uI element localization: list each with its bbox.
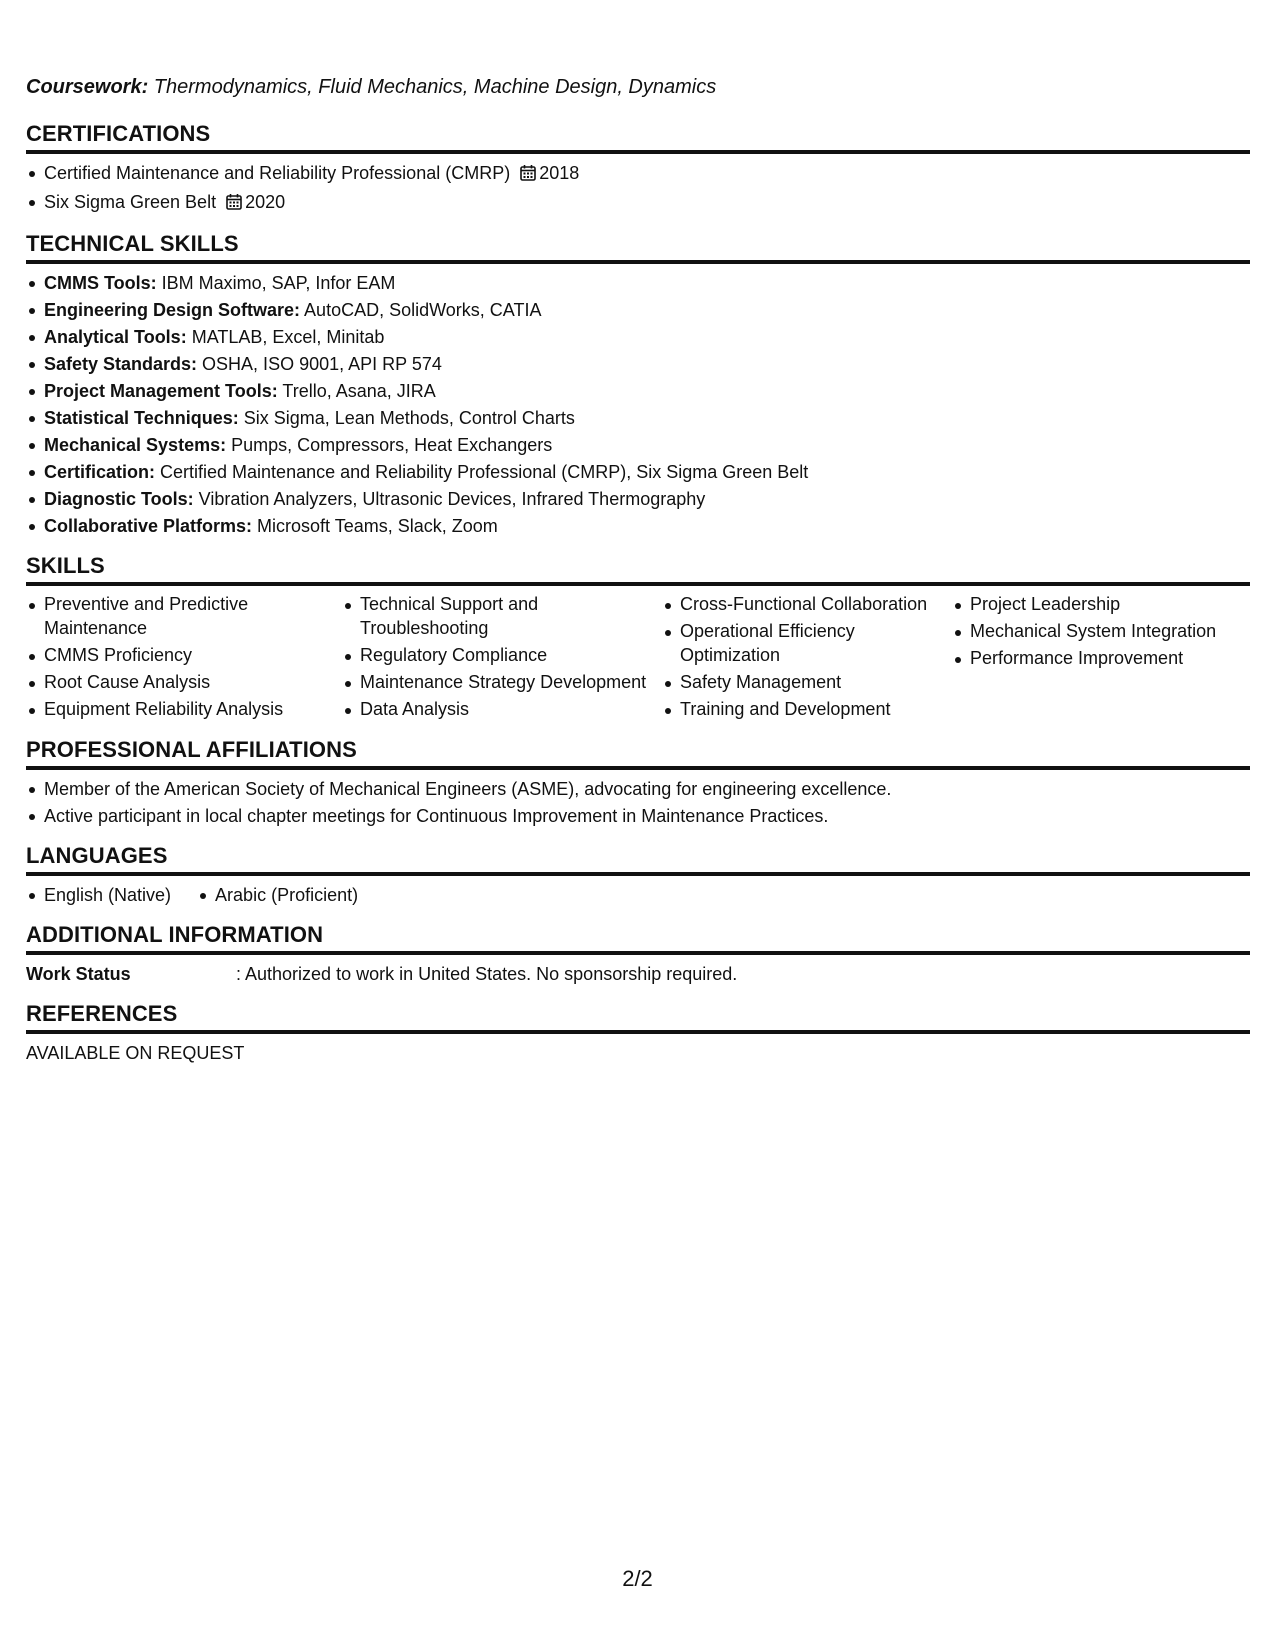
affiliations-list (26, 776, 1250, 830)
resume-page (26, 74, 1250, 1079)
technical-skill-value: Vibration Analyzers, Ultrasonic Devices, Infrared Thermography (193, 489, 706, 509)
affiliations-title: PROFESSIONAL AFFILIATIONS (26, 736, 1250, 770)
technical-skill-item (44, 270, 1250, 297)
work-status-row (26, 961, 1250, 988)
technical-skill-value: MATLAB, Excel, Minitab (186, 327, 385, 347)
skill-item: Root Cause Analysis (44, 670, 342, 694)
additional-info-section (26, 921, 1250, 988)
technical-skill-item (44, 432, 1250, 459)
skill-item: CMMS Proficiency (44, 643, 342, 667)
skill-item: Performance Improvement (970, 646, 1242, 670)
skill-item: Equipment Reliability Analysis (44, 697, 342, 721)
skill-item: Operational Efficiency Optimization (680, 619, 952, 667)
technical-skill-label: Diagnostic Tools: (44, 489, 194, 509)
technical-skills-section (26, 230, 1250, 540)
skill-item: Data Analysis (360, 697, 662, 721)
skill-item: Safety Management (680, 670, 952, 694)
skills-column (952, 592, 1242, 724)
technical-skill-item (44, 378, 1250, 405)
technical-skill-item (44, 405, 1250, 432)
coursework-value: Thermodynamics, Fluid Mechanics, Machine Design, Dynamics (148, 76, 717, 98)
references-text: AVAILABLE ON REQUEST (26, 1043, 245, 1063)
technical-skill-value: Microsoft Teams, Slack, Zoom (252, 516, 498, 536)
technical-skill-item (44, 297, 1250, 324)
technical-skill-value: OSHA, ISO 9001, API RP 574 (197, 354, 442, 374)
technical-skill-value: IBM Maximo, SAP, Infor EAM (156, 273, 396, 293)
skill-item: Cross-Functional Collaboration (680, 592, 952, 616)
technical-skill-label: Project Management Tools: (44, 381, 278, 401)
skill-item: Preventive and Predictive Maintenance (44, 592, 342, 640)
references-section (26, 1000, 1250, 1067)
technical-skills-list (26, 270, 1250, 540)
language-item: Arabic (Proficient) (215, 882, 358, 909)
skill-item: Training and Development (680, 697, 952, 721)
skills-column (26, 592, 342, 724)
languages-list (26, 882, 1250, 909)
certification-item (44, 160, 1250, 189)
skills-title: SKILLS (26, 552, 1250, 586)
certifications-title: CERTIFICATIONS (26, 120, 1250, 154)
technical-skill-item (44, 351, 1250, 378)
certification-year: 2020 (245, 192, 286, 212)
affiliation-item: Member of the American Society of Mechanical Engineers (ASME), advocating for engineering excellence. (44, 776, 1250, 803)
affiliation-item: Active participant in local chapter meetings for Continuous Improvement in Maintenance Practices. (44, 803, 1250, 830)
skills-list (342, 592, 662, 721)
technical-skill-value: Pumps, Compressors, Heat Exchangers (226, 435, 553, 455)
skills-list (26, 592, 342, 721)
technical-skill-label: Analytical Tools: (44, 327, 187, 347)
skill-item: Regulatory Compliance (360, 643, 662, 667)
technical-skill-item (44, 486, 1250, 513)
technical-skill-label: Engineering Design Software: (44, 300, 301, 320)
skills-grid (26, 592, 1250, 724)
coursework-line (26, 74, 1250, 100)
references-title: REFERENCES (26, 1000, 1250, 1034)
technical-skill-item (44, 513, 1250, 540)
skills-column (342, 592, 662, 724)
technical-skill-label: Safety Standards: (44, 354, 198, 374)
coursework-label: Coursework: (26, 76, 149, 98)
technical-skill-value: Trello, Asana, JIRA (277, 381, 436, 401)
skill-item: Project Leadership (970, 592, 1242, 616)
skills-list (662, 592, 952, 721)
technical-skill-value: AutoCAD, SolidWorks, CATIA (300, 300, 542, 320)
certifications-section (26, 120, 1250, 218)
certification-name: Six Sigma Green Belt (44, 192, 217, 212)
technical-skill-label: Statistical Techniques: (44, 408, 239, 428)
certification-name: Certified Maintenance and Reliability Professional (CMRP) (44, 163, 511, 183)
skill-item: Technical Support and Troubleshooting (360, 592, 662, 640)
calendar-icon (226, 191, 242, 218)
languages-section (26, 842, 1250, 909)
skill-item: Maintenance Strategy Development (360, 670, 662, 694)
work-status-value: : Authorized to work in United States. No sponsorship required. (236, 964, 738, 984)
languages-title: LANGUAGES (26, 842, 1250, 876)
technical-skill-label: Collaborative Platforms: (44, 516, 253, 536)
affiliations-section (26, 736, 1250, 830)
technical-skill-label: Mechanical Systems: (44, 435, 227, 455)
technical-skills-title: TECHNICAL SKILLS (26, 230, 1250, 264)
skills-list (952, 592, 1242, 670)
certification-year: 2018 (539, 163, 580, 183)
technical-skill-value: Six Sigma, Lean Methods, Control Charts (238, 408, 575, 428)
page-number: 2/2 (622, 1566, 653, 1591)
skill-item: Mechanical System Integration (970, 619, 1242, 643)
technical-skill-value: Certified Maintenance and Reliability Professional (CMRP), Six Sigma Green Belt (155, 462, 809, 482)
certifications-list (26, 160, 1250, 218)
technical-skill-label: Certification: (44, 462, 156, 482)
skills-column (662, 592, 952, 724)
technical-skill-item (44, 324, 1250, 351)
skills-section (26, 552, 1250, 724)
language-item: English (Native) (44, 882, 171, 909)
work-status-label: Work Status (26, 964, 131, 984)
technical-skill-label: CMMS Tools: (44, 273, 157, 293)
certification-item (44, 189, 1250, 218)
additional-info-title: ADDITIONAL INFORMATION (26, 921, 1250, 955)
calendar-icon (520, 162, 536, 189)
technical-skill-item (44, 459, 1250, 486)
